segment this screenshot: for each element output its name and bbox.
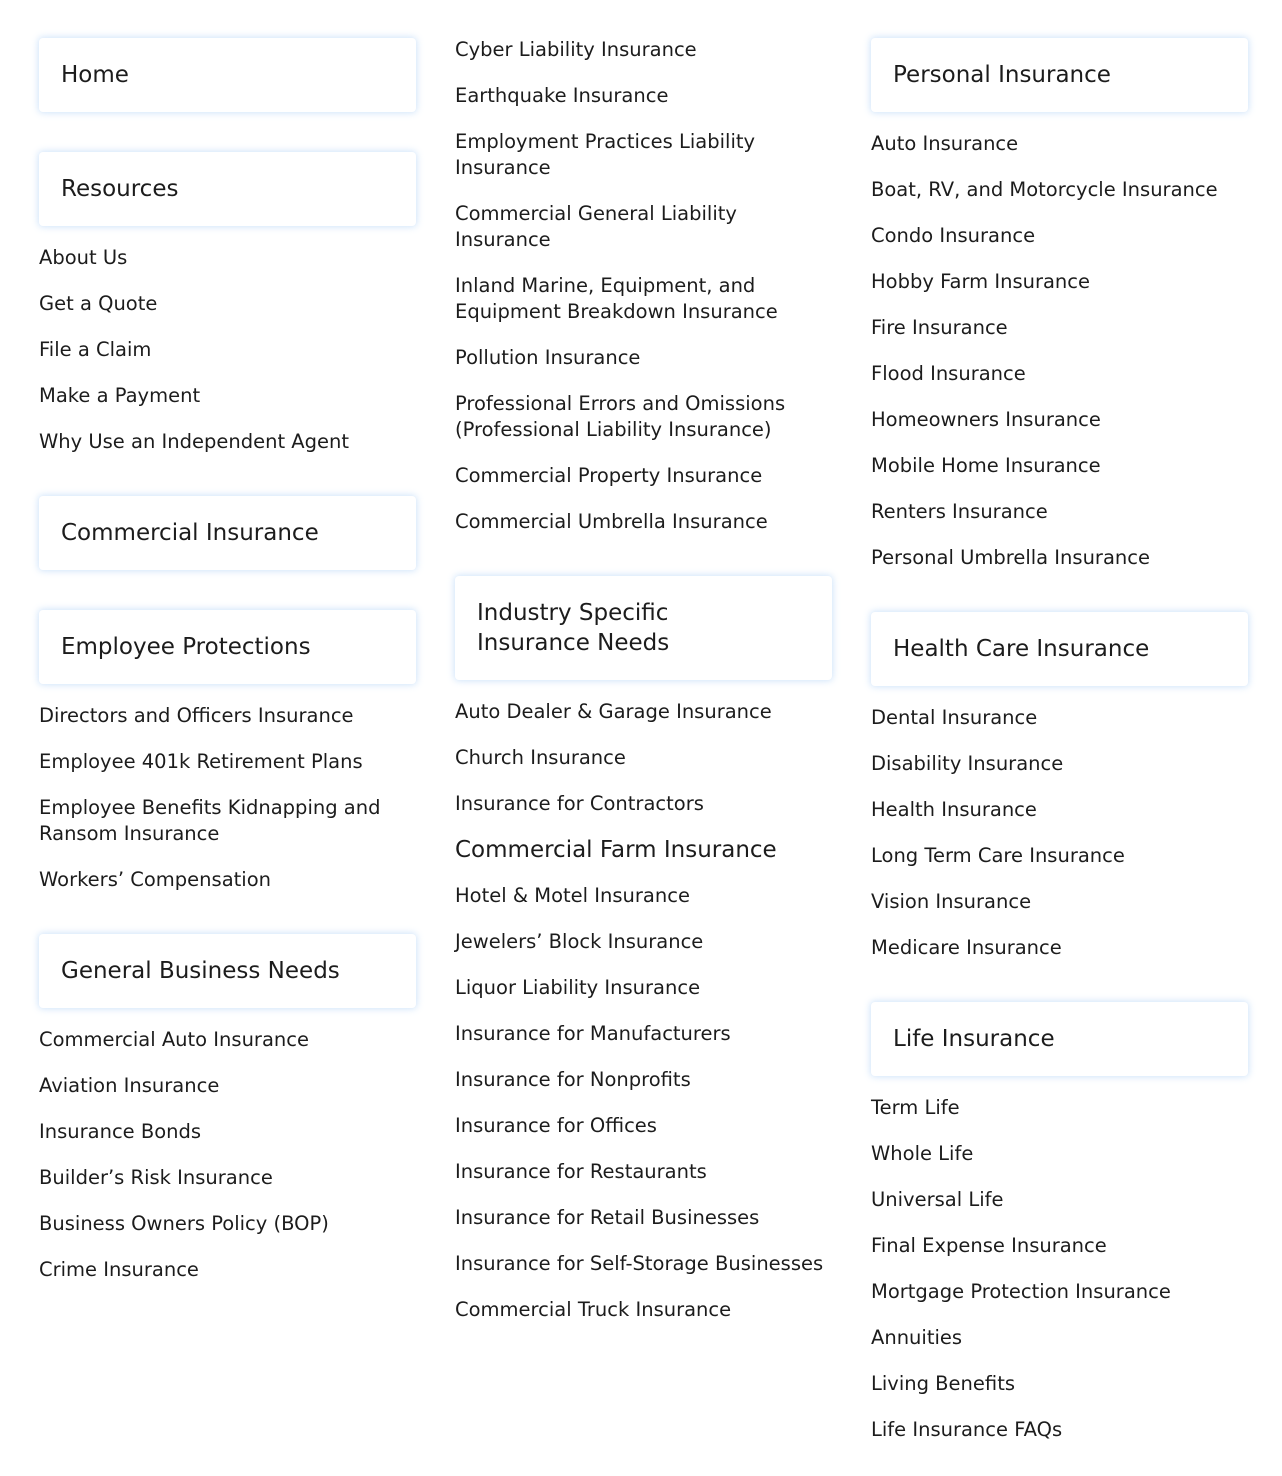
list-item[interactable]: Vision Insurance [871,890,1032,913]
list-item[interactable]: Insurance for Self-Storage Businesses [455,1252,824,1275]
list-item[interactable]: Pollution Insurance [455,346,641,369]
list-item[interactable]: Inland Marine, Equipment, and Equipment Breakdown Insurance [455,274,778,323]
list-item[interactable]: Medicare Insurance [871,936,1062,959]
list-item[interactable]: Church Insurance [455,746,626,769]
list-item[interactable]: Personal Umbrella Insurance [871,546,1150,569]
list-item[interactable]: Boat, RV, and Motorcycle Insurance [871,178,1218,201]
list-item[interactable]: Cyber Liability Insurance [455,38,697,61]
list-item[interactable]: Auto Dealer & Garage Insurance [455,700,772,723]
list-item[interactable]: Life Insurance FAQs [871,1418,1063,1441]
employee-protections-card[interactable] [39,610,416,684]
commercial-insurance-card[interactable] [39,496,416,570]
list-item[interactable]: Insurance for Retail Businesses [455,1206,760,1229]
list-item[interactable]: Aviation Insurance [39,1074,220,1097]
general-business-needs-card[interactable] [39,934,416,1008]
list-item[interactable]: Commercial Umbrella Insurance [455,510,768,533]
list-item[interactable]: Jewelers’ Block Insurance [455,930,704,953]
employee-protections-list [39,693,416,903]
list-item[interactable]: Workers’ Compensation [39,868,271,891]
list-item[interactable]: Commercial General Liability Insurance [455,202,737,251]
general-business-needs-title: General Business Needs [61,958,340,984]
health-care-insurance-title: Health Care Insurance [893,636,1150,662]
home-card[interactable] [39,38,416,112]
list-item[interactable]: Insurance for Manufacturers [455,1022,731,1045]
list-item[interactable]: Employee 401k Retirement Plans [39,750,363,773]
list-item[interactable]: Long Term Care Insurance [871,844,1125,867]
list-item[interactable]: Disability Insurance [871,752,1064,775]
list-item[interactable]: Earthquake Insurance [455,84,669,107]
list-item[interactable]: Homeowners Insurance [871,408,1101,431]
list-item[interactable]: Liquor Liability Insurance [455,976,701,999]
list-item[interactable]: Universal Life [871,1188,1004,1211]
industry-specific-list [455,689,832,1333]
commercial-insurance-title: Commercial Insurance [61,520,319,546]
list-item[interactable]: Flood Insurance [871,362,1026,385]
list-item[interactable]: Condo Insurance [871,224,1036,247]
list-item[interactable]: Why Use an Independent Agent [39,430,350,453]
list-item[interactable]: Term Life [871,1096,960,1119]
life-insurance-list [871,1085,1248,1453]
list-item[interactable]: Auto Insurance [871,132,1019,155]
list-item[interactable]: Insurance for Contractors [455,792,704,815]
list-item[interactable]: Annuities [871,1326,963,1349]
health-care-insurance-list [871,695,1248,971]
commercial-farm-insurance-link[interactable]: Commercial Farm Insurance [455,837,777,863]
resources-list [39,235,416,465]
list-item[interactable]: Employment Practices Liability Insurance [455,130,756,179]
personal-insurance-list [871,121,1248,581]
list-item[interactable]: Hotel & Motel Insurance [455,884,690,907]
list-item[interactable]: File a Claim [39,338,152,361]
list-item[interactable]: Mobile Home Insurance [871,454,1101,477]
employee-protections-title: Employee Protections [61,634,311,660]
list-item[interactable]: Insurance for Restaurants [455,1160,707,1183]
list-item[interactable]: Professional Errors and Omissions (Professional Liability Insurance) [455,392,786,441]
list-item[interactable]: Employee Benefits Kidnapping and Ransom Insurance [39,796,381,845]
personal-insurance-title: Personal Insurance [893,62,1111,88]
list-item[interactable]: Directors and Officers Insurance [39,704,354,727]
list-item[interactable]: Commercial Property Insurance [455,464,763,487]
list-item[interactable]: Renters Insurance [871,500,1048,523]
list-item[interactable]: Make a Payment [39,384,201,407]
list-item[interactable]: Living Benefits [871,1372,1015,1395]
life-insurance-title: Life Insurance [893,1026,1055,1052]
list-item[interactable]: Whole Life [871,1142,974,1165]
list-item[interactable]: Health Insurance [871,798,1037,821]
list-item[interactable]: Mortgage Protection Insurance [871,1280,1171,1303]
list-item[interactable]: Commercial Truck Insurance [455,1298,732,1321]
list-item[interactable]: Business Owners Policy (BOP) [39,1212,329,1235]
health-care-insurance-card[interactable] [871,612,1248,686]
general-business-needs-list [39,1017,416,1293]
list-item[interactable]: Dental Insurance [871,706,1038,729]
list-item[interactable]: Commercial Auto Insurance [39,1028,309,1051]
resources-card[interactable] [39,152,416,226]
list-item[interactable]: Builder’s Risk Insurance [39,1166,273,1189]
industry-specific-card[interactable] [455,576,832,680]
home-label: Home [61,62,129,88]
list-item[interactable]: Crime Insurance [39,1258,199,1281]
industry-specific-title: Industry Specific Insurance Needs [477,600,670,656]
list-item[interactable]: Insurance for Offices [455,1114,657,1137]
personal-insurance-card[interactable] [871,38,1248,112]
list-item[interactable]: Fire Insurance [871,316,1008,339]
list-item[interactable]: About Us [39,246,128,269]
list-item[interactable]: Hobby Farm Insurance [871,270,1091,293]
life-insurance-card[interactable] [871,1002,1248,1076]
list-item[interactable]: Get a Quote [39,292,158,315]
list-item[interactable]: Insurance for Nonprofits [455,1068,691,1091]
general-business-needs-list-continued [455,27,832,545]
list-item[interactable]: Final Expense Insurance [871,1234,1107,1257]
list-item[interactable]: Insurance Bonds [39,1120,202,1143]
resources-title: Resources [61,176,179,202]
